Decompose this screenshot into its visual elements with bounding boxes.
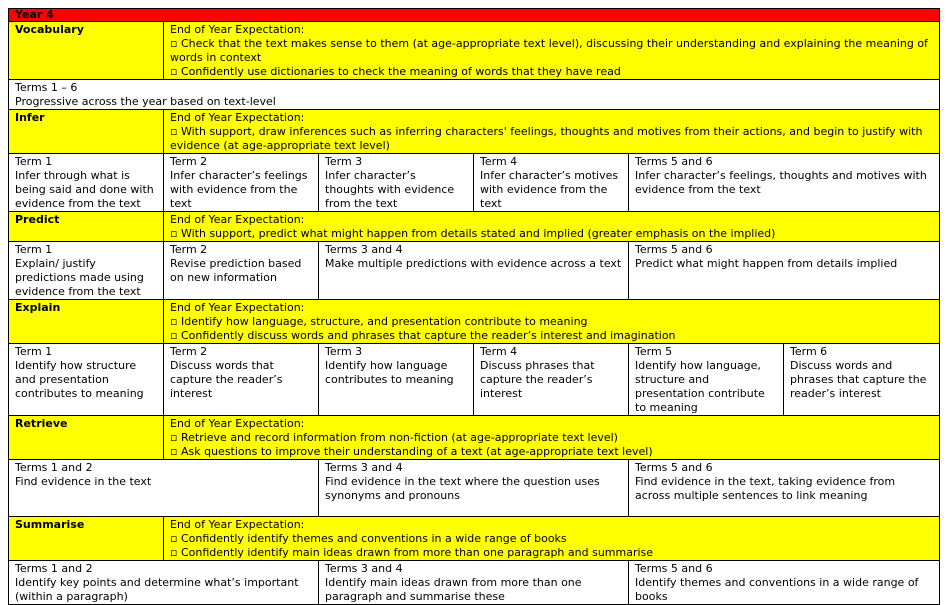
term-label: Terms 5 and 6 bbox=[635, 155, 713, 168]
term-cell bbox=[9, 80, 940, 110]
term-label: Term 6 bbox=[790, 345, 828, 358]
infer-terms-row bbox=[9, 154, 940, 212]
expectation-label: End of Year Expectation: bbox=[170, 301, 305, 314]
term-label: Terms 3 and 4 bbox=[325, 562, 403, 575]
expectation-bullet: ▫ Retrieve and record information from non-fiction (at age-appropriate text level) bbox=[170, 431, 618, 444]
expectation-bullet: ▫ Ask questions to improve their understanding of a text (at age-appropriate text level) bbox=[170, 445, 653, 458]
predict-terms-row bbox=[9, 242, 940, 300]
expectation-label: End of Year Expectation: bbox=[170, 111, 305, 124]
year4-expectations-table bbox=[8, 8, 940, 605]
term-label: Term 4 bbox=[480, 155, 518, 168]
vocabulary-expectation-row bbox=[9, 22, 940, 80]
retrieve-terms-row bbox=[9, 460, 940, 517]
term-label: Terms 1 and 2 bbox=[15, 562, 93, 575]
term-cell bbox=[319, 242, 629, 300]
expectation-bullet: ▫ Confidently identify main ideas drawn from more than one paragraph and summarise bbox=[170, 546, 654, 559]
summarise-expectation-row bbox=[9, 517, 940, 561]
term-text: Discuss words that capture the reader’s interest bbox=[170, 359, 283, 400]
term-text: Identify how language, structure and presentation contribute to meaning bbox=[635, 359, 765, 414]
term-cell bbox=[319, 154, 474, 212]
term-text: Predict what might happen from details implied bbox=[635, 257, 898, 270]
term-text: Infer character’s feelings with evidence from the text bbox=[170, 169, 308, 210]
predict-expectation-row bbox=[9, 212, 940, 242]
term-cell bbox=[629, 460, 940, 517]
term-cell bbox=[474, 344, 629, 416]
expectation-bullet: ▫ Check that the text makes sense to them (at age-appropriate text level), discussing their understanding and explaining the meaning of words in context bbox=[170, 37, 928, 64]
term-label: Term 5 bbox=[635, 345, 673, 358]
term-text: Revise prediction based on new information bbox=[170, 257, 302, 284]
vocabulary-title: Vocabulary bbox=[9, 22, 164, 80]
retrieve-expectation-row bbox=[9, 416, 940, 460]
bullet-icon: ▫ bbox=[170, 125, 178, 138]
term-label: Term 2 bbox=[170, 243, 208, 256]
term-text: Identify key points and determine what’s important (within a paragraph) bbox=[15, 576, 299, 603]
term-text: Progressive across the year based on text-level bbox=[15, 95, 276, 108]
term-cell bbox=[164, 344, 319, 416]
retrieve-title: Retrieve bbox=[9, 416, 164, 460]
term-text: Discuss phrases that capture the reader’s interest bbox=[480, 359, 595, 400]
term-text: Identify how structure and presentation contributes to meaning bbox=[15, 359, 144, 400]
expectation-label: End of Year Expectation: bbox=[170, 213, 305, 226]
term-text: Infer through what is being said and done with evidence from the text bbox=[15, 169, 154, 210]
term-cell bbox=[474, 154, 629, 212]
infer-expectation-row bbox=[9, 110, 940, 154]
term-label: Terms 5 and 6 bbox=[635, 461, 713, 474]
term-cell bbox=[9, 242, 164, 300]
term-cell bbox=[9, 460, 319, 517]
term-text: Identify how language contributes to meaning bbox=[325, 359, 454, 386]
term-cell bbox=[784, 344, 940, 416]
bullet-icon: ▫ bbox=[170, 37, 178, 50]
predict-title: Predict bbox=[9, 212, 164, 242]
term-text: Identify themes and conventions in a wide range of books bbox=[635, 576, 919, 603]
bullet-icon: ▫ bbox=[170, 315, 178, 328]
term-cell bbox=[164, 154, 319, 212]
term-text: Infer character’s thoughts with evidence from the text bbox=[325, 169, 455, 210]
retrieve-expectation bbox=[164, 416, 940, 460]
vocabulary-terms-row bbox=[9, 80, 940, 110]
term-label: Term 1 bbox=[15, 155, 53, 168]
term-cell bbox=[629, 242, 940, 300]
term-label: Term 1 bbox=[15, 345, 53, 358]
term-cell bbox=[629, 344, 784, 416]
term-label: Terms 1 – 6 bbox=[15, 81, 78, 94]
term-text: Infer character’s motives with evidence from the text bbox=[480, 169, 619, 210]
expectation-bullet: ▫ Confidently identify themes and conventions in a wide range of books bbox=[170, 532, 567, 545]
year-header-row bbox=[9, 9, 940, 22]
term-label: Term 3 bbox=[325, 155, 363, 168]
bullet-icon: ▫ bbox=[170, 227, 178, 240]
bullet-icon: ▫ bbox=[170, 532, 178, 545]
term-label: Terms 1 and 2 bbox=[15, 461, 93, 474]
term-text: Discuss words and phrases that capture the reader’s interest bbox=[790, 359, 927, 400]
expectation-label: End of Year Expectation: bbox=[170, 417, 305, 430]
term-label: Terms 3 and 4 bbox=[325, 243, 403, 256]
term-text: Infer character’s feelings, thoughts and motives with evidence from the text bbox=[635, 169, 927, 196]
explain-expectation bbox=[164, 300, 940, 344]
term-label: Term 4 bbox=[480, 345, 518, 358]
term-label: Terms 3 and 4 bbox=[325, 461, 403, 474]
infer-title: Infer bbox=[9, 110, 164, 154]
expectation-bullet: ▫ Confidently discuss words and phrases that capture the reader’s interest and imagination bbox=[170, 329, 676, 342]
summarise-expectation bbox=[164, 517, 940, 561]
expectation-label: End of Year Expectation: bbox=[170, 518, 305, 531]
term-cell bbox=[629, 154, 940, 212]
expectation-bullet: ▫ With support, draw inferences such as inferring characters' feelings, thoughts and motives from their actions, and begin to justify with evidence (at age-appropriate text level) bbox=[170, 125, 923, 152]
term-label: Term 2 bbox=[170, 345, 208, 358]
term-text: Find evidence in the text bbox=[15, 475, 152, 488]
infer-expectation bbox=[164, 110, 940, 154]
bullet-icon: ▫ bbox=[170, 431, 178, 444]
bullet-icon: ▫ bbox=[170, 445, 178, 458]
explain-terms-row bbox=[9, 344, 940, 416]
term-cell bbox=[319, 344, 474, 416]
predict-expectation bbox=[164, 212, 940, 242]
term-cell bbox=[319, 460, 629, 517]
term-text: Find evidence in the text, taking evidence from across multiple sentences to link meaning bbox=[635, 475, 896, 502]
expectation-bullet: ▫ With support, predict what might happen from details stated and implied (greater emphasis on the implied) bbox=[170, 227, 776, 240]
expectation-bullet: ▫ Confidently use dictionaries to check the meaning of words that they have read bbox=[170, 65, 621, 78]
term-label: Term 2 bbox=[170, 155, 208, 168]
term-label: Term 1 bbox=[15, 243, 53, 256]
bullet-icon: ▫ bbox=[170, 329, 178, 342]
summarise-terms-row bbox=[9, 561, 940, 605]
vocabulary-expectation bbox=[164, 22, 940, 80]
explain-title: Explain bbox=[9, 300, 164, 344]
term-label: Term 3 bbox=[325, 345, 363, 358]
term-label: Terms 5 and 6 bbox=[635, 562, 713, 575]
term-cell bbox=[164, 242, 319, 300]
term-cell bbox=[9, 344, 164, 416]
bullet-icon: ▫ bbox=[170, 546, 178, 559]
term-text: Identify main ideas drawn from more than one paragraph and summarise these bbox=[325, 576, 582, 603]
year-title: Year 4 bbox=[9, 9, 940, 22]
term-cell bbox=[9, 561, 319, 605]
term-cell bbox=[319, 561, 629, 605]
term-text: Explain/ justify predictions made using evidence from the text bbox=[15, 257, 144, 298]
expectation-bullet: ▫ Identify how language, structure, and presentation contribute to meaning bbox=[170, 315, 588, 328]
explain-expectation-row bbox=[9, 300, 940, 344]
expectation-label: End of Year Expectation: bbox=[170, 23, 305, 36]
bullet-icon: ▫ bbox=[170, 65, 178, 78]
summarise-title: Summarise bbox=[9, 517, 164, 561]
term-text: Make multiple predictions with evidence across a text bbox=[325, 257, 622, 270]
term-cell bbox=[629, 561, 940, 605]
term-label: Terms 5 and 6 bbox=[635, 243, 713, 256]
term-cell bbox=[9, 154, 164, 212]
term-text: Find evidence in the text where the question uses synonyms and pronouns bbox=[325, 475, 600, 502]
